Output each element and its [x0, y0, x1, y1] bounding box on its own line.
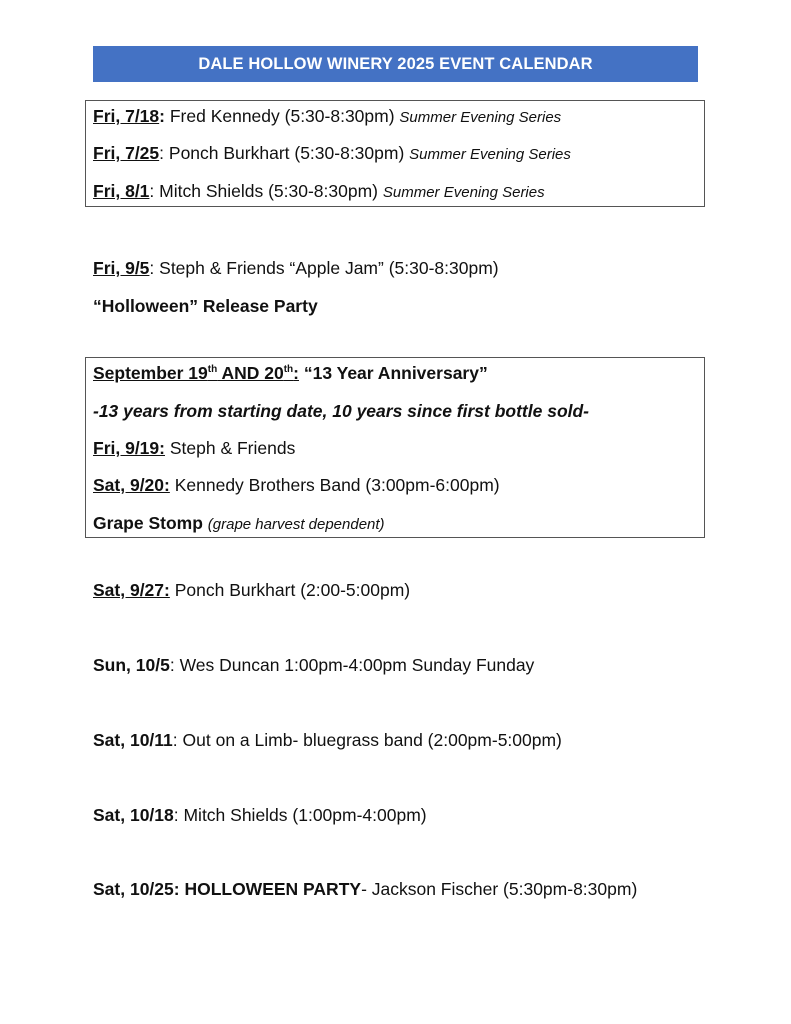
- event-date: Sat, 10/11: [93, 730, 173, 750]
- event-text: Fred Kennedy (5:30-8:30pm): [164, 106, 400, 126]
- event-text: - Jackson Fischer (5:30pm-8:30pm): [361, 879, 638, 899]
- event-text: : Steph & Friends “Apple Jam” (5:30-8:30pm): [149, 258, 499, 278]
- heading-sup: th: [207, 364, 218, 376]
- stomp-note: (grape harvest dependent): [207, 516, 385, 533]
- event-line-0905: [93, 257, 499, 279]
- series-label: Summer Evening Series: [409, 146, 571, 163]
- series-label: Summer Evening Series: [399, 109, 562, 126]
- event-date: Fri, 8/1: [93, 181, 150, 201]
- event-date-colon: :: [149, 181, 155, 201]
- event-line-0801: [93, 180, 545, 204]
- calendar-title: DALE HOLLOW WINERY 2025 EVENT CALENDAR: [93, 46, 698, 82]
- series-label: Summer Evening Series: [382, 184, 545, 201]
- event-text: Kennedy Brothers Band (3:00pm-6:00pm): [169, 475, 500, 495]
- event-line-0718: [93, 105, 561, 129]
- event-date-colon: :: [159, 106, 165, 126]
- anniversary-title: “13 Year Anniversary”: [298, 363, 488, 383]
- event-date: Fri, 7/18: [93, 106, 160, 126]
- event-line-1018: [93, 804, 427, 826]
- stomp-label: Grape Stomp: [93, 513, 203, 533]
- event-date: Sat, 10/25:: [93, 879, 180, 899]
- anniversary-dates: [93, 363, 299, 383]
- release-party: “Holloween” Release Party: [93, 296, 318, 316]
- event-text: Ponch Burkhart (2:00-5:00pm): [169, 580, 411, 600]
- anniversary-subtitle: -13 years from starting date, 10 years since first bottle sold-: [93, 401, 590, 421]
- heading-part: AND 20: [217, 363, 284, 383]
- event-date-colon: :: [159, 143, 165, 163]
- event-text: : Out on a Limb- bluegrass band (2:00pm-5:00pm): [172, 730, 562, 750]
- event-line-0725: [93, 142, 571, 166]
- heading-sup: th: [283, 364, 294, 376]
- event-highlight: HOLLOWEEN PARTY: [179, 879, 362, 899]
- event-line-0920: [93, 474, 500, 496]
- event-text: : Mitch Shields (1:00pm-4:00pm): [173, 805, 427, 825]
- grape-stomp: [93, 512, 385, 536]
- event-text: : Wes Duncan 1:00pm-4:00pm Sunday Funday: [169, 655, 535, 675]
- event-line-0919: [93, 437, 295, 459]
- heading-part: :: [293, 363, 299, 383]
- event-line-0927: [93, 579, 410, 601]
- event-date: Sat, 9/27:: [93, 580, 170, 600]
- event-line-1011: [93, 729, 562, 751]
- event-text: Mitch Shields (5:30-8:30pm): [154, 181, 383, 201]
- event-date: Fri, 9/19:: [93, 438, 165, 458]
- event-date: Fri, 9/5: [93, 258, 150, 278]
- event-date: Sat, 10/18: [93, 805, 174, 825]
- event-date: Sun, 10/5: [93, 655, 170, 675]
- event-date: Fri, 7/25: [93, 143, 160, 163]
- anniversary-heading: [93, 362, 488, 384]
- event-line-1025: [93, 878, 637, 900]
- event-text: Steph & Friends: [164, 438, 296, 458]
- event-line-1005: [93, 654, 534, 676]
- event-date: Sat, 9/20:: [93, 475, 170, 495]
- heading-part: September 19: [93, 363, 208, 383]
- event-text: Ponch Burkhart (5:30-8:30pm): [164, 143, 410, 163]
